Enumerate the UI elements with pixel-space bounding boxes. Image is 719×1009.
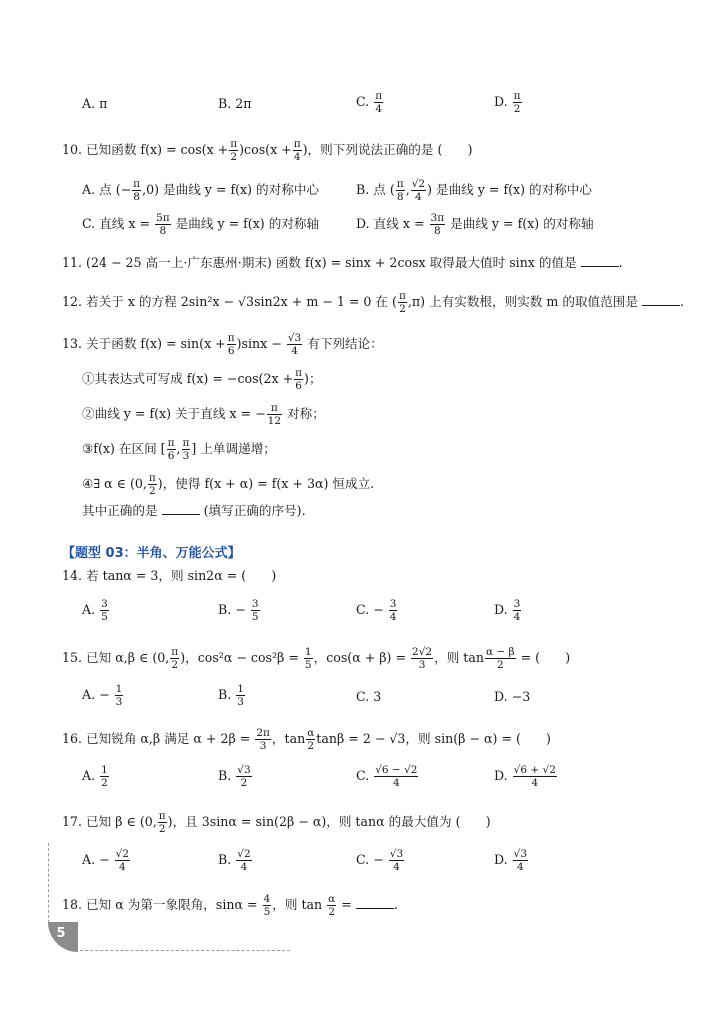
q17-option-d: D. $\frac{√3}{4}$: [494, 848, 528, 873]
q9-option-c: C. $\frac{\pi}{4}$: [356, 90, 383, 115]
q10-option-d: D. 直线 x = $\frac{3\pi}{8}$ 是曲线 y = f(x) 的对称轴: [356, 212, 594, 237]
q13-statement-4: ④∃ α ∈ (0, $\frac{\pi}{2}$ )，使得 f(x + α) = f(x + 3α) 恒成立.: [82, 472, 375, 497]
q14-option-a: A. $\frac{3}{5}$: [82, 598, 108, 623]
q15-option-c: C. 3: [356, 689, 382, 704]
q16-option-c: C. $\frac{√6 - √2}{4}$: [356, 764, 418, 789]
q14-option-d: D. $\frac{3}{4}$: [494, 598, 521, 623]
q16-stem: 16. 已知锐角 α,β 满足 α + 2β = $\frac{2\pi}{3}$ ，tan $\frac{\alpha}{2}$ tanβ = 2 − √3，则 sin(β − α) = ( ): [62, 727, 551, 752]
q17-option-c: C. − $\frac{√3}{4}$: [356, 848, 404, 873]
answer-blank: [642, 293, 680, 306]
section-heading: 【题型 03：半角、万能公式】: [62, 546, 241, 561]
page-number: 5: [48, 922, 78, 952]
q9-option-b: B. 2π: [218, 96, 252, 111]
q9-option-a: A. π: [82, 96, 108, 111]
q10-option-a: A. 点 (− $\frac{\pi}{8}$ ,0) 是曲线 y = f(x) 的对称中心: [82, 178, 320, 203]
fraction: $\frac{\pi}{2}$: [513, 90, 521, 115]
q15-stem: 15. 已知 α,β ∈ (0, $\frac{\pi}{2}$ )，cos²α − cos²β = $\frac{1}{5}$ ，cos(α + β) = $\frac{2√2}{3}$ ，则 tan $\frac{\alpha - \beta}{2}$ = ( ): [62, 646, 571, 671]
q14-stem: 14. 若 tanα = 3，则 sin2α = ( ): [62, 568, 277, 583]
q17-stem: 17. 已知 β ∈ (0, $\frac{\pi}{2}$ )，且 3sinα = sin(2β − α)，则 tanα 的最大值为 ( ): [62, 810, 491, 835]
q16-option-a: A. $\frac{1}{2}$: [82, 764, 108, 789]
q16-option-d: D. $\frac{√6 + √2}{4}$: [494, 764, 556, 789]
answer-blank: [356, 896, 394, 909]
q13-statement-3: ③f(x) 在区间 [ $\frac{\pi}{6}$ , $\frac{\pi}{3}$ ] 上单调递增；: [82, 437, 276, 462]
page-border-dashed: [75, 950, 290, 951]
q13-question: 其中正确的是 (填写正确的序号).: [82, 503, 306, 518]
q13-statement-1: ①其表达式可写成 f(x) = −cos(2x + $\frac{\pi}{6}$ )；: [82, 367, 322, 392]
q12-stem: 12. 若关于 x 的方程 2sin²x − √3sin2x + m − 1 = 0 在 ( $\frac{\pi}{2}$ ,π) 上有实数根，则实数 m 的取值范围是 .: [62, 290, 684, 315]
q18-stem: 18. 已知 α 为第一象限角，sinα = $\frac{4}{5}$ ，则 tan $\frac{\alpha}{2}$ = .: [62, 893, 398, 918]
q13-stem: 13. 关于函数 f(x) = sin(x + $\frac{\pi}{6}$ )sinx − $\frac{√3}{4}$ 有下列结论：: [62, 332, 383, 357]
q17-option-b: B. $\frac{√2}{4}$: [218, 848, 251, 873]
fraction: $\frac{\pi}{4}$: [375, 90, 383, 115]
q10-option-b: B. 点 ( $\frac{\pi}{8}$ , $\frac{√2}{4}$ ) 是曲线 y = f(x) 的对称中心: [356, 178, 593, 203]
page-border-dashed: [48, 843, 49, 923]
q10-option-c: C. 直线 x = $\frac{5\pi}{8}$ 是曲线 y = f(x) 的对称轴: [82, 212, 320, 237]
q13-statement-2: ②曲线 y = f(x) 关于直线 x = − $\frac{\pi}{12}$ 对称；: [82, 402, 325, 427]
answer-blank: [581, 254, 619, 267]
q9-option-d: D. $\frac{\pi}{2}$: [494, 90, 521, 115]
q14-option-b: B. − $\frac{3}{5}$: [218, 598, 259, 623]
q17-option-a: A. − $\frac{√2}{4}$: [82, 848, 130, 873]
q15-option-b: B. $\frac{1}{3}$: [218, 683, 244, 708]
q15-option-d: D. −3: [494, 689, 531, 704]
answer-blank: [162, 502, 200, 515]
q14-option-c: C. − $\frac{3}{4}$: [356, 598, 397, 623]
q15-option-a: A. − $\frac{1}{3}$: [82, 683, 123, 708]
q11-stem: 11. (24 − 25 高一上·广东惠州·期末) 函数 f(x) = sinx + 2cosx 取得最大值时 sinx 的值是 .: [62, 255, 623, 270]
q16-option-b: B. $\frac{√3}{2}$: [218, 764, 251, 789]
q10-stem: 10. 已知函数 f(x) = cos(x + $\frac{\pi}{2}$ )cos(x + $\frac{\pi}{4}$ )，则下列说法正确的是 ( ): [62, 138, 473, 163]
